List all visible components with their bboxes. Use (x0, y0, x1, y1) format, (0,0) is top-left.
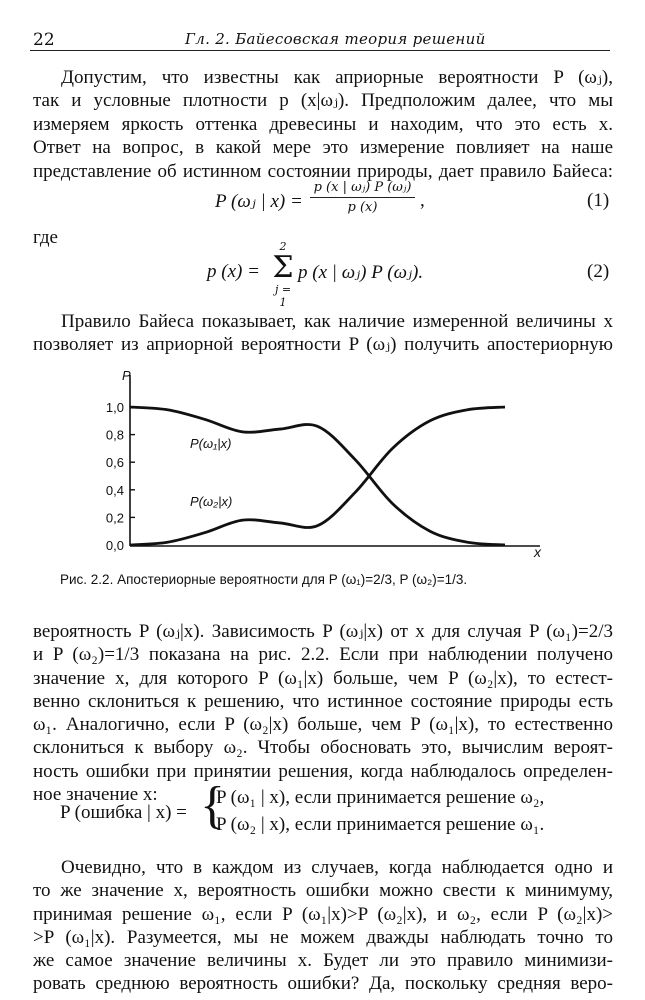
para1-line: измеряем яркость оттенка древесины и находим, что это есть x. (33, 113, 613, 135)
y-tick-label: 0,6 (105, 455, 124, 471)
paragraph-3 (33, 620, 613, 806)
eq1-lhs: P (ωⱼ | x) = (215, 191, 303, 212)
running-title: Гл. 2. Байесовская теория решений (185, 30, 486, 48)
para1-line: представление об истинном состоянии природы, дает правило Байеса: (33, 160, 613, 182)
eq3-case-1: P (ω₁ | x), если принимается решение ω₂, (216, 787, 545, 808)
para4-line: Очевидно, что в каждом из случаев, когда наблюдается одно и (61, 857, 613, 878)
y-axis-label: P (122, 368, 131, 383)
y-tick-label: 0,8 (105, 427, 124, 443)
fraction-bar (310, 197, 415, 198)
para3-line: ность ошибки при принятии решения, когда наблюдалось определен- (33, 760, 613, 782)
series-2-label: P(ω₂|x) (190, 494, 233, 509)
eq2-sum (270, 240, 296, 309)
y-tick-label: 1,0 (105, 400, 124, 415)
page-number: 22 (33, 30, 55, 50)
header-rule (30, 50, 610, 51)
para3-line: вероятность P (ωⱼ|x). Зависимость P (ωⱼ|x) от x для случая P (ω₁)=2/3 (33, 621, 613, 642)
para4-line: то же значение x, вероятность ошибки можно свести к минимуму, (33, 880, 613, 902)
para3-line: ное значение x: (33, 784, 158, 806)
axes (122, 368, 542, 560)
figure-caption: Рис. 2.2. Апостериорные вероятности для P (ω₁)=2/3, P (ω₂)=1/3. (60, 572, 468, 587)
para3-line: ω₁. Аналогично, если P (ω₂|x) больше, чем P (ω₁|x), то естественно (33, 714, 613, 736)
y-tick-label: 0,0 (105, 538, 124, 553)
sum-upper: 2 (279, 240, 287, 253)
eq1-denominator: p (x) (347, 200, 378, 215)
x-axis-label: x (534, 544, 541, 560)
para3-line: венно склониться к решению, что истинное состояние природы есть (33, 690, 613, 712)
eq2-number: (2) (587, 261, 610, 282)
cases-brace: { (200, 777, 225, 834)
y-tick-label: 0,2 (105, 510, 124, 526)
para3-line: значение x, для которого P (ω₁|x) больше, чем P (ω₂|x), то естест- (33, 667, 613, 689)
y-tick-label: 0,4 (105, 482, 124, 498)
curves (130, 407, 505, 545)
para1-line: Допустим, что известны как априорные вероятности P (ωⱼ), (61, 67, 613, 88)
para4-line: >P (ω₁|x). Разумеется, мы не можем дважды наблюдать точно то (33, 926, 613, 948)
eq3-lhs: P (ошибка | x) = (60, 802, 187, 823)
eq2-lhs: p (x) = (207, 261, 260, 282)
para3-line: склониться к выбору ω₂. Чтобы обосновать это, вычислим вероят- (33, 737, 613, 759)
eq1-numerator: p (x | ωⱼ) P (ωⱼ) (313, 180, 412, 195)
eq1-fraction (310, 180, 415, 215)
para2-line: Правило Байеса показывает, как наличие измеренной величины x (61, 311, 613, 332)
eq1-tail: , (420, 190, 425, 211)
where-label: где (33, 227, 58, 248)
paragraph-1 (33, 66, 613, 183)
para3-line: и P (ω₂)=1/3 показана на рис. 2.2. Если при наблюдении получено (33, 644, 613, 666)
series-1-label: P(ω₁|x) (190, 436, 232, 451)
sum-lower: j = 1 (274, 283, 292, 309)
paragraph-2 (33, 310, 613, 356)
sum-symbol: Σ (272, 250, 294, 285)
para1-line: Ответ на вопрос, в какой мере это измерение повлияет на наше (33, 137, 613, 159)
figure-2-2 (0, 360, 645, 565)
para2-line: позволяет из априорной вероятности P (ωⱼ) получить апостериорную (33, 334, 613, 356)
eq1-number: (1) (587, 190, 610, 211)
eq2-rhs: p (x | ωⱼ) P (ωⱼ). (298, 262, 424, 283)
para4-line: ровать среднюю вероятность ошибки? Да, поскольку средняя веро- (33, 973, 613, 995)
para4-line: же самое значение величины x. Будет ли это правило минимизи- (33, 950, 613, 972)
eq3-case-2: P (ω₂ | x), если принимается решение ω₁. (216, 814, 545, 835)
paragraph-4 (33, 856, 613, 996)
para1-line: так и условные плотности p (x|ωⱼ). Предположим далее, что мы (33, 90, 613, 112)
para4-line: принимая решение ω₁, если P (ω₁|x)>P (ω₂|x), и ω₂, если P (ω₂|x)> (33, 903, 613, 925)
curve-labels (190, 436, 232, 509)
